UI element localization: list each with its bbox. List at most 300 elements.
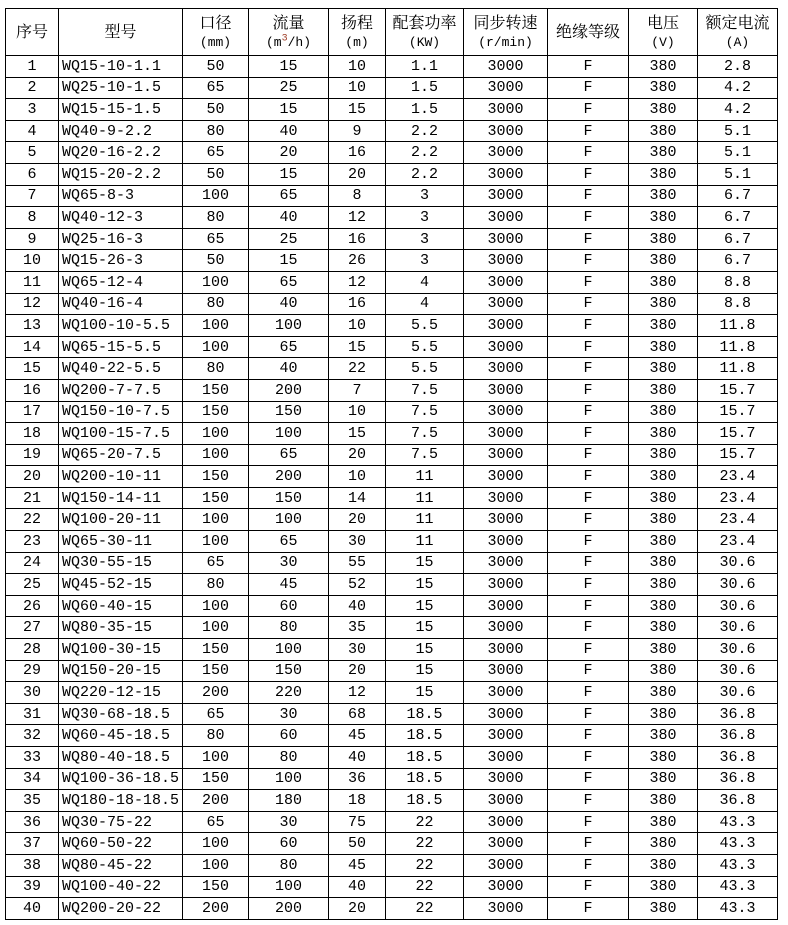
cell-voltage: 380 bbox=[629, 854, 698, 876]
cell-flow: 150 bbox=[249, 660, 329, 682]
cell-current: 23.4 bbox=[698, 509, 778, 531]
cell-power: 7.5 bbox=[386, 423, 464, 445]
cell-power: 22 bbox=[386, 811, 464, 833]
cell-power: 7.5 bbox=[386, 444, 464, 466]
cell-speed: 3000 bbox=[464, 293, 548, 315]
cell-current: 4.2 bbox=[698, 77, 778, 99]
cell-insulation: F bbox=[548, 876, 629, 898]
cell-index: 1 bbox=[6, 56, 59, 78]
cell-index: 10 bbox=[6, 250, 59, 272]
cell-head: 36 bbox=[329, 768, 386, 790]
cell-head: 10 bbox=[329, 466, 386, 488]
cell-power: 1.5 bbox=[386, 77, 464, 99]
col-header-speed bbox=[464, 9, 548, 56]
cell-insulation: F bbox=[548, 595, 629, 617]
cell-head: 16 bbox=[329, 293, 386, 315]
cell-voltage: 380 bbox=[629, 790, 698, 812]
col-header-index bbox=[6, 9, 59, 56]
cell-insulation: F bbox=[548, 315, 629, 337]
cell-current: 30.6 bbox=[698, 574, 778, 596]
cell-model: WQ20-16-2.2 bbox=[59, 142, 183, 164]
cell-insulation: F bbox=[548, 660, 629, 682]
cell-flow: 150 bbox=[249, 401, 329, 423]
cell-index: 15 bbox=[6, 358, 59, 380]
cell-model: WQ25-10-1.5 bbox=[59, 77, 183, 99]
table-row bbox=[6, 595, 778, 617]
cell-model: WQ80-35-15 bbox=[59, 617, 183, 639]
cell-power: 15 bbox=[386, 639, 464, 661]
cell-diameter: 150 bbox=[183, 876, 249, 898]
cell-index: 18 bbox=[6, 423, 59, 445]
cell-flow: 15 bbox=[249, 250, 329, 272]
cell-index: 38 bbox=[6, 854, 59, 876]
cell-current: 5.1 bbox=[698, 120, 778, 142]
cell-speed: 3000 bbox=[464, 639, 548, 661]
table-row bbox=[6, 142, 778, 164]
cell-head: 40 bbox=[329, 747, 386, 769]
cell-current: 2.8 bbox=[698, 56, 778, 78]
cell-diameter: 200 bbox=[183, 682, 249, 704]
cell-model: WQ15-10-1.1 bbox=[59, 56, 183, 78]
cell-speed: 3000 bbox=[464, 552, 548, 574]
col-header-head bbox=[329, 9, 386, 56]
cell-model: WQ100-10-5.5 bbox=[59, 315, 183, 337]
col-header-flow-unit: $(m^3/h)$ bbox=[265, 33, 312, 50]
cell-head: 18 bbox=[329, 790, 386, 812]
cell-voltage: 380 bbox=[629, 163, 698, 185]
cell-current: 6.7 bbox=[698, 185, 778, 207]
table-row bbox=[6, 423, 778, 445]
cell-current: 36.8 bbox=[698, 725, 778, 747]
cell-head: 20 bbox=[329, 444, 386, 466]
cell-speed: 3000 bbox=[464, 56, 548, 78]
col-header-model bbox=[59, 9, 183, 56]
table-row bbox=[6, 336, 778, 358]
cell-index: 12 bbox=[6, 293, 59, 315]
cell-insulation: F bbox=[548, 552, 629, 574]
cell-model: WQ45-52-15 bbox=[59, 574, 183, 596]
cell-head: 10 bbox=[329, 77, 386, 99]
cell-head: 15 bbox=[329, 99, 386, 121]
cell-model: WQ65-30-11 bbox=[59, 531, 183, 553]
cell-diameter: 100 bbox=[183, 854, 249, 876]
cell-index: 17 bbox=[6, 401, 59, 423]
cell-insulation: F bbox=[548, 487, 629, 509]
cell-flow: 200 bbox=[249, 898, 329, 920]
cell-current: 15.7 bbox=[698, 379, 778, 401]
cell-flow: 65 bbox=[249, 444, 329, 466]
cell-index: 36 bbox=[6, 811, 59, 833]
cell-speed: 3000 bbox=[464, 854, 548, 876]
cell-head: 10 bbox=[329, 315, 386, 337]
cell-model: WQ65-20-7.5 bbox=[59, 444, 183, 466]
cell-voltage: 380 bbox=[629, 185, 698, 207]
cell-index: 24 bbox=[6, 552, 59, 574]
cell-model: WQ65-15-5.5 bbox=[59, 336, 183, 358]
cell-insulation: F bbox=[548, 207, 629, 229]
table-body bbox=[6, 56, 778, 920]
table-row bbox=[6, 552, 778, 574]
col-header-speed-unit: (r/min) bbox=[478, 35, 533, 50]
cell-voltage: 380 bbox=[629, 487, 698, 509]
cell-head: 16 bbox=[329, 228, 386, 250]
cell-index: 11 bbox=[6, 271, 59, 293]
cell-current: 4.2 bbox=[698, 99, 778, 121]
table-row bbox=[6, 99, 778, 121]
cell-power: 22 bbox=[386, 898, 464, 920]
cell-model: WQ200-20-22 bbox=[59, 898, 183, 920]
cell-voltage: 380 bbox=[629, 444, 698, 466]
table-row bbox=[6, 358, 778, 380]
cell-diameter: 150 bbox=[183, 660, 249, 682]
table-row bbox=[6, 854, 778, 876]
cell-flow: 65 bbox=[249, 185, 329, 207]
cell-model: WQ150-10-7.5 bbox=[59, 401, 183, 423]
cell-flow: 25 bbox=[249, 228, 329, 250]
cell-index: 19 bbox=[6, 444, 59, 466]
cell-head: 22 bbox=[329, 358, 386, 380]
cell-diameter: 80 bbox=[183, 725, 249, 747]
table-row bbox=[6, 315, 778, 337]
cell-insulation: F bbox=[548, 833, 629, 855]
cell-speed: 3000 bbox=[464, 423, 548, 445]
cell-current: 36.8 bbox=[698, 747, 778, 769]
cell-power: 3 bbox=[386, 250, 464, 272]
cell-power: 7.5 bbox=[386, 379, 464, 401]
cell-model: WQ80-40-18.5 bbox=[59, 747, 183, 769]
cell-flow: 60 bbox=[249, 725, 329, 747]
cell-voltage: 380 bbox=[629, 639, 698, 661]
col-header-power-unit: (KW) bbox=[408, 35, 441, 50]
cell-speed: 3000 bbox=[464, 142, 548, 164]
cell-speed: 3000 bbox=[464, 703, 548, 725]
cell-index: 20 bbox=[6, 466, 59, 488]
cell-head: 40 bbox=[329, 595, 386, 617]
cell-flow: 100 bbox=[249, 509, 329, 531]
cell-speed: 3000 bbox=[464, 898, 548, 920]
cell-insulation: F bbox=[548, 790, 629, 812]
col-header-flow bbox=[249, 9, 329, 56]
cell-flow: 40 bbox=[249, 293, 329, 315]
cell-power: 22 bbox=[386, 833, 464, 855]
col-header-insulation-label: 绝缘等级 bbox=[555, 23, 620, 41]
cell-power: 18.5 bbox=[386, 768, 464, 790]
cell-voltage: 380 bbox=[629, 876, 698, 898]
cell-current: 43.3 bbox=[698, 876, 778, 898]
cell-flow: 40 bbox=[249, 207, 329, 229]
cell-diameter: 80 bbox=[183, 207, 249, 229]
table-row bbox=[6, 811, 778, 833]
cell-voltage: 380 bbox=[629, 379, 698, 401]
table-row bbox=[6, 487, 778, 509]
cell-diameter: 150 bbox=[183, 487, 249, 509]
cell-model: WQ100-36-18.5 bbox=[59, 768, 183, 790]
cell-flow: 40 bbox=[249, 120, 329, 142]
cell-voltage: 380 bbox=[629, 509, 698, 531]
cell-head: 50 bbox=[329, 833, 386, 855]
cell-power: 1.1 bbox=[386, 56, 464, 78]
cell-voltage: 380 bbox=[629, 99, 698, 121]
cell-power: 11 bbox=[386, 466, 464, 488]
cell-model: WQ80-45-22 bbox=[59, 854, 183, 876]
cell-current: 6.7 bbox=[698, 207, 778, 229]
table-row bbox=[6, 120, 778, 142]
cell-head: 26 bbox=[329, 250, 386, 272]
cell-insulation: F bbox=[548, 56, 629, 78]
cell-current: 30.6 bbox=[698, 552, 778, 574]
cell-power: 4 bbox=[386, 271, 464, 293]
cell-power: 5.5 bbox=[386, 358, 464, 380]
cell-speed: 3000 bbox=[464, 185, 548, 207]
cell-power: 1.5 bbox=[386, 99, 464, 121]
cell-flow: 20 bbox=[249, 142, 329, 164]
cell-model: WQ40-22-5.5 bbox=[59, 358, 183, 380]
cell-model: WQ220-12-15 bbox=[59, 682, 183, 704]
cell-power: 3 bbox=[386, 207, 464, 229]
cell-flow: 220 bbox=[249, 682, 329, 704]
cell-power: 15 bbox=[386, 617, 464, 639]
cell-index: 13 bbox=[6, 315, 59, 337]
cell-power: 7.5 bbox=[386, 401, 464, 423]
cell-diameter: 100 bbox=[183, 617, 249, 639]
cell-current: 43.3 bbox=[698, 833, 778, 855]
cell-insulation: F bbox=[548, 574, 629, 596]
cell-speed: 3000 bbox=[464, 444, 548, 466]
cell-model: WQ30-68-18.5 bbox=[59, 703, 183, 725]
cell-index: 31 bbox=[6, 703, 59, 725]
cell-current: 23.4 bbox=[698, 466, 778, 488]
cell-power: 22 bbox=[386, 876, 464, 898]
cell-diameter: 50 bbox=[183, 99, 249, 121]
table-row bbox=[6, 163, 778, 185]
cell-current: 5.1 bbox=[698, 163, 778, 185]
col-header-power bbox=[386, 9, 464, 56]
cell-voltage: 380 bbox=[629, 811, 698, 833]
cell-model: WQ15-15-1.5 bbox=[59, 99, 183, 121]
cell-model: WQ100-20-11 bbox=[59, 509, 183, 531]
cell-voltage: 380 bbox=[629, 574, 698, 596]
cell-flow: 100 bbox=[249, 423, 329, 445]
flow-unit-superscript: 3 bbox=[281, 33, 288, 45]
cell-speed: 3000 bbox=[464, 315, 548, 337]
cell-speed: 3000 bbox=[464, 358, 548, 380]
cell-speed: 3000 bbox=[464, 509, 548, 531]
cell-speed: 3000 bbox=[464, 120, 548, 142]
table-row bbox=[6, 466, 778, 488]
cell-model: WQ100-40-22 bbox=[59, 876, 183, 898]
cell-power: 4 bbox=[386, 293, 464, 315]
cell-current: 36.8 bbox=[698, 703, 778, 725]
cell-model: WQ30-75-22 bbox=[59, 811, 183, 833]
cell-index: 16 bbox=[6, 379, 59, 401]
cell-diameter: 100 bbox=[183, 444, 249, 466]
col-header-head-label: 扬程 bbox=[340, 15, 373, 32]
cell-head: 7 bbox=[329, 379, 386, 401]
col-header-current bbox=[698, 9, 778, 56]
cell-diameter: 150 bbox=[183, 379, 249, 401]
cell-diameter: 50 bbox=[183, 56, 249, 78]
cell-insulation: F bbox=[548, 120, 629, 142]
cell-voltage: 380 bbox=[629, 271, 698, 293]
cell-diameter: 100 bbox=[183, 509, 249, 531]
col-header-voltage-label: 电压 bbox=[646, 15, 679, 32]
cell-speed: 3000 bbox=[464, 77, 548, 99]
cell-voltage: 380 bbox=[629, 228, 698, 250]
table-row bbox=[6, 77, 778, 99]
cell-current: 43.3 bbox=[698, 898, 778, 920]
cell-index: 23 bbox=[6, 531, 59, 553]
cell-diameter: 65 bbox=[183, 703, 249, 725]
cell-speed: 3000 bbox=[464, 660, 548, 682]
cell-model: WQ65-8-3 bbox=[59, 185, 183, 207]
cell-flow: 100 bbox=[249, 315, 329, 337]
cell-insulation: F bbox=[548, 725, 629, 747]
cell-current: 11.8 bbox=[698, 336, 778, 358]
cell-speed: 3000 bbox=[464, 379, 548, 401]
col-header-power-label: 配套功率 bbox=[392, 15, 457, 32]
cell-voltage: 380 bbox=[629, 207, 698, 229]
cell-voltage: 380 bbox=[629, 703, 698, 725]
cell-head: 20 bbox=[329, 509, 386, 531]
cell-diameter: 150 bbox=[183, 466, 249, 488]
cell-diameter: 50 bbox=[183, 163, 249, 185]
cell-flow: 40 bbox=[249, 358, 329, 380]
cell-insulation: F bbox=[548, 509, 629, 531]
cell-model: WQ100-30-15 bbox=[59, 639, 183, 661]
cell-current: 15.7 bbox=[698, 401, 778, 423]
cell-voltage: 380 bbox=[629, 725, 698, 747]
col-header-diameter-unit: (mm) bbox=[199, 35, 232, 50]
cell-index: 9 bbox=[6, 228, 59, 250]
cell-current: 30.6 bbox=[698, 595, 778, 617]
cell-flow: 65 bbox=[249, 271, 329, 293]
cell-model: WQ200-7-7.5 bbox=[59, 379, 183, 401]
cell-insulation: F bbox=[548, 639, 629, 661]
cell-flow: 45 bbox=[249, 574, 329, 596]
cell-insulation: F bbox=[548, 271, 629, 293]
cell-voltage: 380 bbox=[629, 531, 698, 553]
cell-model: WQ150-20-15 bbox=[59, 660, 183, 682]
cell-current: 5.1 bbox=[698, 142, 778, 164]
cell-flow: 200 bbox=[249, 466, 329, 488]
cell-index: 35 bbox=[6, 790, 59, 812]
cell-diameter: 65 bbox=[183, 811, 249, 833]
cell-flow: 65 bbox=[249, 336, 329, 358]
cell-voltage: 380 bbox=[629, 120, 698, 142]
table-row bbox=[6, 56, 778, 78]
cell-head: 15 bbox=[329, 423, 386, 445]
cell-insulation: F bbox=[548, 379, 629, 401]
cell-flow: 80 bbox=[249, 854, 329, 876]
cell-head: 68 bbox=[329, 703, 386, 725]
cell-power: 11 bbox=[386, 509, 464, 531]
cell-current: 23.4 bbox=[698, 487, 778, 509]
cell-power: 5.5 bbox=[386, 336, 464, 358]
cell-index: 7 bbox=[6, 185, 59, 207]
table-row bbox=[6, 250, 778, 272]
cell-insulation: F bbox=[548, 77, 629, 99]
cell-diameter: 65 bbox=[183, 77, 249, 99]
table-row bbox=[6, 401, 778, 423]
cell-voltage: 380 bbox=[629, 747, 698, 769]
cell-current: 8.8 bbox=[698, 271, 778, 293]
cell-current: 36.8 bbox=[698, 768, 778, 790]
table-row bbox=[6, 509, 778, 531]
table-row bbox=[6, 703, 778, 725]
cell-current: 30.6 bbox=[698, 617, 778, 639]
cell-insulation: F bbox=[548, 401, 629, 423]
cell-insulation: F bbox=[548, 703, 629, 725]
table-row bbox=[6, 790, 778, 812]
cell-model: WQ25-16-3 bbox=[59, 228, 183, 250]
cell-speed: 3000 bbox=[464, 163, 548, 185]
cell-head: 15 bbox=[329, 336, 386, 358]
cell-model: WQ30-55-15 bbox=[59, 552, 183, 574]
table-row bbox=[6, 379, 778, 401]
cell-speed: 3000 bbox=[464, 768, 548, 790]
cell-head: 75 bbox=[329, 811, 386, 833]
col-header-current-label: 额定电流 bbox=[705, 15, 770, 32]
cell-diameter: 80 bbox=[183, 293, 249, 315]
cell-flow: 180 bbox=[249, 790, 329, 812]
cell-insulation: F bbox=[548, 466, 629, 488]
cell-current: 11.8 bbox=[698, 315, 778, 337]
cell-diameter: 80 bbox=[183, 358, 249, 380]
cell-power: 22 bbox=[386, 854, 464, 876]
cell-flow: 80 bbox=[249, 617, 329, 639]
cell-head: 20 bbox=[329, 660, 386, 682]
cell-head: 9 bbox=[329, 120, 386, 142]
cell-voltage: 380 bbox=[629, 617, 698, 639]
cell-voltage: 380 bbox=[629, 660, 698, 682]
cell-diameter: 150 bbox=[183, 639, 249, 661]
cell-index: 22 bbox=[6, 509, 59, 531]
col-header-voltage bbox=[629, 9, 698, 56]
cell-index: 26 bbox=[6, 595, 59, 617]
cell-diameter: 100 bbox=[183, 336, 249, 358]
cell-model: WQ40-16-4 bbox=[59, 293, 183, 315]
cell-head: 12 bbox=[329, 271, 386, 293]
cell-model: WQ200-10-11 bbox=[59, 466, 183, 488]
table-row bbox=[6, 574, 778, 596]
cell-current: 11.8 bbox=[698, 358, 778, 380]
cell-speed: 3000 bbox=[464, 466, 548, 488]
cell-diameter: 100 bbox=[183, 747, 249, 769]
cell-speed: 3000 bbox=[464, 595, 548, 617]
cell-diameter: 100 bbox=[183, 531, 249, 553]
cell-head: 30 bbox=[329, 531, 386, 553]
cell-speed: 3000 bbox=[464, 682, 548, 704]
cell-power: 11 bbox=[386, 531, 464, 553]
table-row bbox=[6, 293, 778, 315]
cell-voltage: 380 bbox=[629, 768, 698, 790]
cell-voltage: 380 bbox=[629, 315, 698, 337]
cell-index: 28 bbox=[6, 639, 59, 661]
cell-flow: 15 bbox=[249, 163, 329, 185]
cell-speed: 3000 bbox=[464, 833, 548, 855]
cell-index: 34 bbox=[6, 768, 59, 790]
cell-index: 8 bbox=[6, 207, 59, 229]
cell-index: 6 bbox=[6, 163, 59, 185]
cell-flow: 65 bbox=[249, 531, 329, 553]
cell-voltage: 380 bbox=[629, 401, 698, 423]
cell-diameter: 80 bbox=[183, 120, 249, 142]
cell-power: 2.2 bbox=[386, 142, 464, 164]
cell-current: 6.7 bbox=[698, 228, 778, 250]
cell-insulation: F bbox=[548, 228, 629, 250]
cell-flow: 150 bbox=[249, 487, 329, 509]
cell-power: 18.5 bbox=[386, 703, 464, 725]
